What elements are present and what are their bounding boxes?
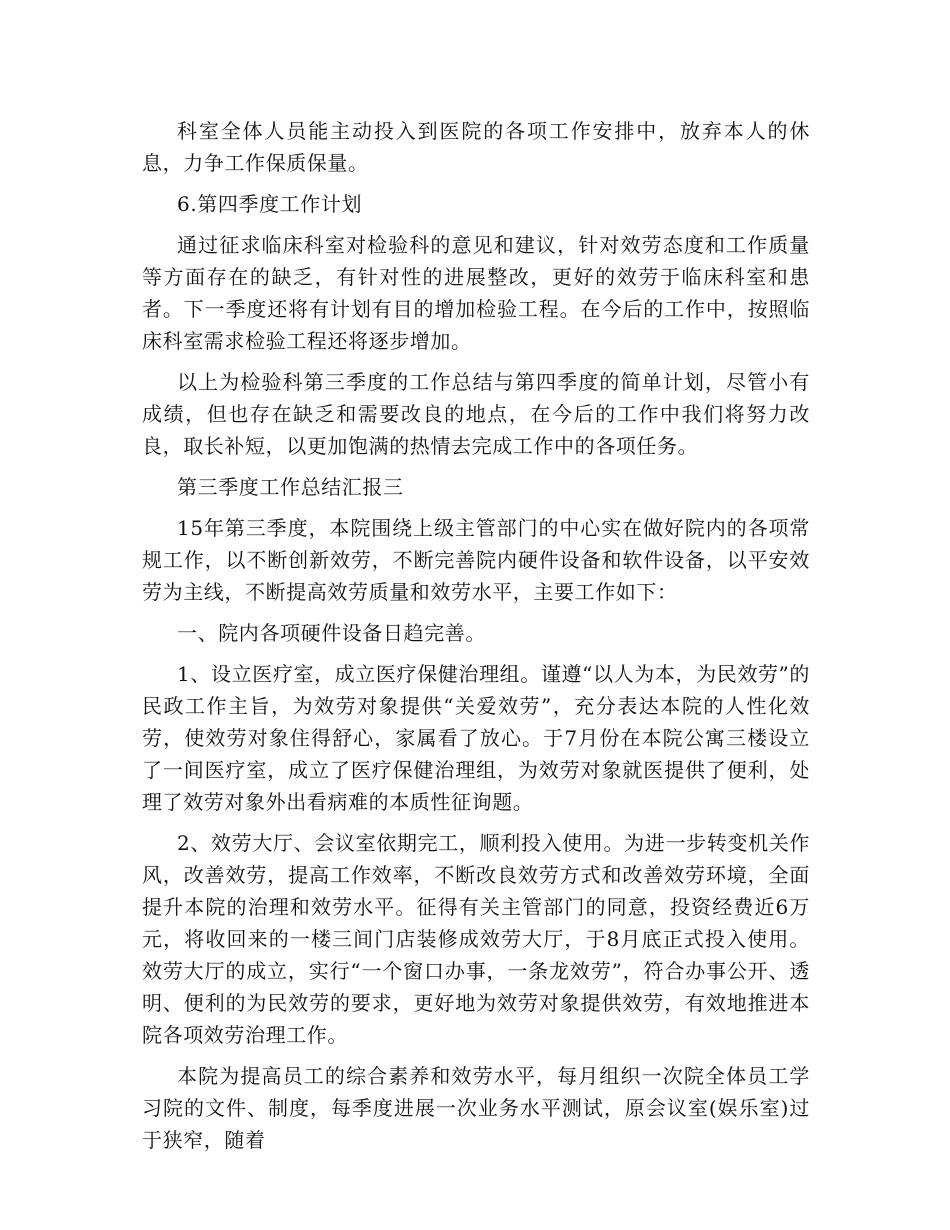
- paragraph-1: 科室全体人员能主动投入到医院的各项工作安排中，放弃本人的休息，力争工作保质保量。: [142, 119, 810, 175]
- paragraph-4: 以上为检验科第三季度的工作总结与第四季度的简单计划，尽管小有成绩，但也存在缺乏和需要改良的地点，在今后的工作中我们将努力改良，取长补短，以更加饱满的热情去完成工作中的各项任务。: [142, 370, 810, 458]
- paragraph-6: 15年第三季度，本院围绕上级主管部门的中心实在做好院内的各项常规工作，以不断创新效劳，不断完善院内硬件设备和软件设备，以平安效劳为主线，不断提高效劳质量和效劳水平，主要工作如下：: [142, 516, 810, 604]
- paragraph-5-heading: 第三季度工作总结汇报三: [177, 475, 404, 499]
- paragraph-9: 2、效劳大厅、会议室依期完工，顺利投入使用。为进一步转变机关作风，改善效劳，提高工作效率，不断改良效劳方式和改善效劳环境，全面提升本院的治理和效劳水平。征得有关主管部门的同意，投资经费近6万元，将收回来的一楼三间门店装修成效劳大厅，于8月底正式投入使用。效劳大厅的成立，实行“一个窗口办事，一条龙效劳”，符合办事公开、透明、便利的为民效劳的要求，更好地为效劳对象提供效劳，有效地推进本院各项效劳治理工作。: [142, 831, 810, 1047]
- paragraph-8: 1、设立医疗室，成立医疗保健治理组。谨遵“以人为本，为民效劳”的民政工作主旨，为效劳对象提供“关爱效劳”，充分表达本院的人性化效劳，使效劳对象住得舒心，家属看了放心。于7月份在本院公寓三楼设立了一间医疗室，成立了医疗保健治理组，为效劳对象就医提供了便利，处理了效劳对象外出看病难的本质性征询题。: [142, 662, 810, 814]
- paragraph-2-heading: 6.第四季度工作计划: [177, 192, 363, 216]
- paragraph-10: 本院为提高员工的综合素养和效劳水平，每月组织一次院全体员工学习院的文件、制度，每季度进展一次业务水平测试，原会议室(娱乐室)过于狭窄，随着: [142, 1064, 810, 1152]
- paragraph-7-heading: 一、院内各项硬件设备日趋完善。: [177, 621, 486, 645]
- document-page: [142, 115, 810, 1165]
- paragraph-3: 通过征求临床科室对检验科的意见和建议，针对效劳态度和工作质量等方面存在的缺乏，有针对性的进展整改，更好的效劳于临床科室和患者。下一季度还将有计划有目的增加检验工程。在今后的工作中，按照临床科室需求检验工程还将逐步增加。: [142, 233, 810, 353]
